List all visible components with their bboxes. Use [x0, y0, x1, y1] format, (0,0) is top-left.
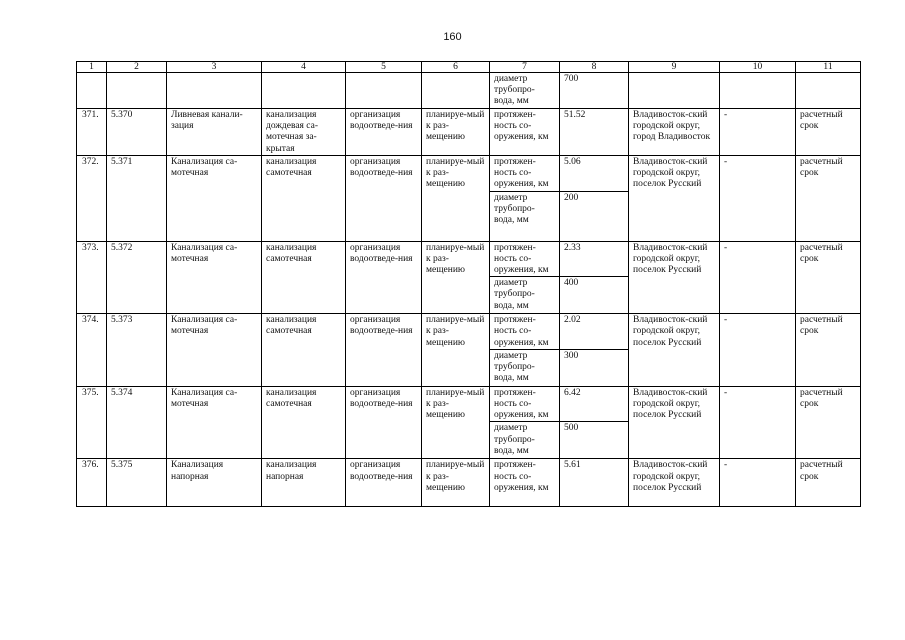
object-code: 5.370 — [107, 109, 167, 156]
term: расчетный срок — [796, 109, 861, 156]
status: планируе-мый к раз-мещению — [422, 386, 490, 459]
header-row — [77, 62, 861, 73]
param-label: протяжен-ность со-оружения, км — [490, 459, 560, 507]
location: Владивосток-ский городской округ, поселок Русский — [629, 459, 720, 507]
row-number: 373. — [77, 241, 107, 314]
header-cell: 3 — [167, 62, 262, 73]
organization: организация водоотведе-ния — [346, 314, 422, 387]
col-10: - — [720, 459, 796, 507]
object-name: Ливневая канали-зация — [167, 109, 262, 156]
header-cell: 5 — [346, 62, 422, 73]
row-number: 372. — [77, 156, 107, 242]
empty-cell — [720, 73, 796, 109]
organization: организация водоотведе-ния — [346, 156, 422, 242]
object-code: 5.373 — [107, 314, 167, 387]
status: планируе-мый к раз-мещению — [422, 459, 490, 507]
empty-cell — [262, 73, 346, 109]
col-10: - — [720, 109, 796, 156]
table-row — [77, 109, 861, 156]
empty-cell — [629, 73, 720, 109]
param-label: протяжен-ность со-оружения, км — [490, 241, 560, 277]
location: Владивосток-ский городской округ, поселок Русский — [629, 314, 720, 387]
status: планируе-мый к раз-мещению — [422, 241, 490, 314]
status: планируе-мый к раз-мещению — [422, 109, 490, 156]
param-label: протяжен-ность со-оружения, км — [490, 109, 560, 156]
param-label: протяжен-ность со-оружения, км — [490, 386, 560, 422]
param-label: диаметр трубопро-вода, мм — [490, 73, 560, 109]
param-label: диаметр трубопро-вода, мм — [490, 191, 560, 241]
col-10: - — [720, 156, 796, 242]
organization: организация водоотведе-ния — [346, 459, 422, 507]
term: расчетный срок — [796, 386, 861, 459]
param-value: 2.33 — [560, 241, 629, 277]
table-row — [77, 156, 861, 192]
location: Владивосток-ский городской округ, поселок Русский — [629, 156, 720, 242]
header-cell: 4 — [262, 62, 346, 73]
header-cell: 2 — [107, 62, 167, 73]
object-type: канализация напорная — [262, 459, 346, 507]
table-row — [77, 386, 861, 422]
param-value: 200 — [560, 191, 629, 241]
status: планируе-мый к раз-мещению — [422, 314, 490, 387]
continuation-row — [77, 73, 861, 109]
object-name: Канализация са-мотечная — [167, 314, 262, 387]
param-value: 6.42 — [560, 386, 629, 422]
object-name: Канализация са-мотечная — [167, 156, 262, 242]
empty-cell — [346, 73, 422, 109]
organization: организация водоотведе-ния — [346, 386, 422, 459]
status: планируе-мый к раз-мещению — [422, 156, 490, 242]
term: расчетный срок — [796, 241, 861, 314]
param-value: 300 — [560, 349, 629, 386]
organization: организация водоотведе-ния — [346, 241, 422, 314]
organization: организация водоотведе-ния — [346, 109, 422, 156]
object-type: канализация самотечная — [262, 386, 346, 459]
header-cell: 8 — [560, 62, 629, 73]
object-code: 5.374 — [107, 386, 167, 459]
row-number: 374. — [77, 314, 107, 387]
infrastructure-table — [76, 61, 861, 507]
param-label: протяжен-ность со-оружения, км — [490, 156, 560, 192]
param-value: 700 — [560, 73, 629, 109]
object-code: 5.372 — [107, 241, 167, 314]
empty-cell — [107, 73, 167, 109]
term: расчетный срок — [796, 459, 861, 507]
term: расчетный срок — [796, 314, 861, 387]
table-row — [77, 314, 861, 350]
row-number: 376. — [77, 459, 107, 507]
param-value: 2.02 — [560, 314, 629, 350]
table-row — [77, 459, 861, 507]
col-10: - — [720, 386, 796, 459]
empty-cell — [167, 73, 262, 109]
empty-cell — [77, 73, 107, 109]
param-value: 51.52 — [560, 109, 629, 156]
param-value: 5.61 — [560, 459, 629, 507]
param-label: протяжен-ность со-оружения, км — [490, 314, 560, 350]
object-type: канализация самотечная — [262, 156, 346, 242]
param-label: диаметр трубопро-вода, мм — [490, 422, 560, 459]
object-type: канализация самотечная — [262, 241, 346, 314]
object-type: канализация самотечная — [262, 314, 346, 387]
header-cell: 11 — [796, 62, 861, 73]
object-type: канализация дождевая са-мотечная за-крытая — [262, 109, 346, 156]
param-value: 400 — [560, 277, 629, 314]
empty-cell — [422, 73, 490, 109]
header-cell: 10 — [720, 62, 796, 73]
param-label: диаметр трубопро-вода, мм — [490, 349, 560, 386]
object-code: 5.371 — [107, 156, 167, 242]
param-value: 5.06 — [560, 156, 629, 192]
term: расчетный срок — [796, 156, 861, 242]
object-code: 5.375 — [107, 459, 167, 507]
header-cell: 1 — [77, 62, 107, 73]
header-cell: 9 — [629, 62, 720, 73]
location: Владивосток-ский городской округ, город Владивосток — [629, 109, 720, 156]
param-value: 500 — [560, 422, 629, 459]
col-10: - — [720, 241, 796, 314]
header-cell: 6 — [422, 62, 490, 73]
object-name: Канализация напорная — [167, 459, 262, 507]
header-cell: 7 — [490, 62, 560, 73]
page-number: 160 — [443, 31, 462, 43]
object-name: Канализация са-мотечная — [167, 386, 262, 459]
object-name: Канализация са-мотечная — [167, 241, 262, 314]
location: Владивосток-ский городской округ, поселок Русский — [629, 241, 720, 314]
row-number: 371. — [77, 109, 107, 156]
param-label: диаметр трубопро-вода, мм — [490, 277, 560, 314]
row-number: 375. — [77, 386, 107, 459]
table-row — [77, 241, 861, 277]
col-10: - — [720, 314, 796, 387]
location: Владивосток-ский городской округ, поселок Русский — [629, 386, 720, 459]
empty-cell — [796, 73, 861, 109]
